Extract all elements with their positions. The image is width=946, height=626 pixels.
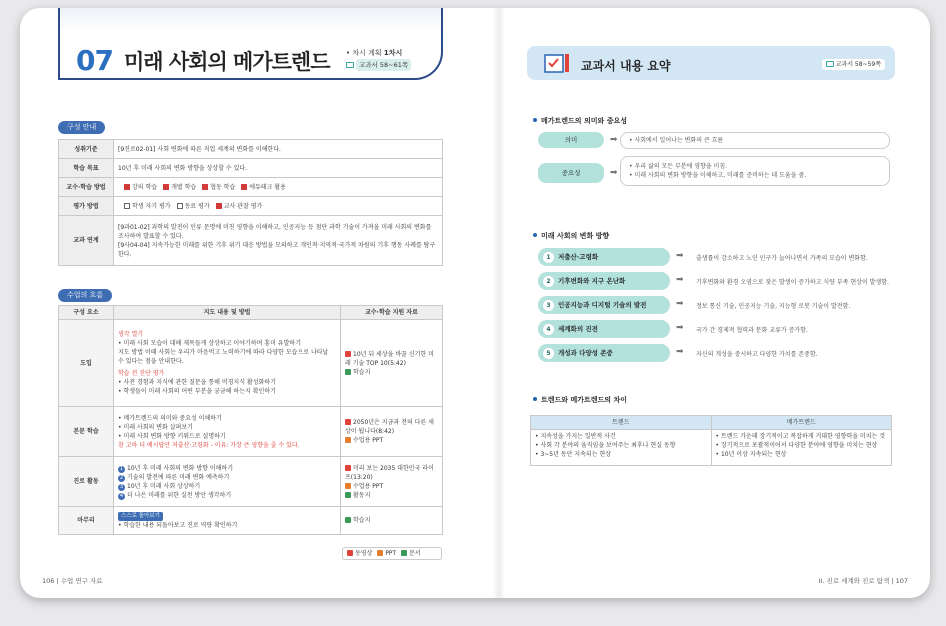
video-icon <box>345 419 351 425</box>
arrow-icon: ➡ <box>676 347 684 357</box>
stage-label: 마무리 <box>59 507 114 535</box>
change-pill <box>538 248 670 266</box>
book-spread <box>20 8 930 598</box>
change-number: 2 <box>543 276 554 287</box>
table-row <box>59 507 443 535</box>
table-row <box>59 140 443 159</box>
self-check-badge: 스스로 돌아보기 <box>118 512 163 521</box>
stage-content <box>114 407 341 457</box>
line: 기술의 발전에 따른 미래 변화 예측하기 <box>127 473 230 481</box>
stage-content <box>114 320 341 407</box>
pill-meaning: 의미 <box>538 132 604 148</box>
table-row <box>531 430 892 466</box>
checkbox-checked <box>202 184 208 190</box>
checkbox-checked <box>124 184 130 190</box>
change-number: 5 <box>543 348 554 359</box>
stage-content <box>114 507 341 535</box>
checkbox-unchecked <box>124 203 130 209</box>
res[interactable]: 활동지 <box>353 491 371 499</box>
line: 더 나은 미래를 위한 실천 방안 생각하기 <box>127 491 232 499</box>
flow-table <box>58 305 443 535</box>
change-desc: 출생률이 감소하고 노인 인구가 늘어나면서 가족의 모습이 변화함. <box>696 255 868 262</box>
change-label: 인공지능과 디지털 기술의 발전 <box>558 301 647 309</box>
table-header <box>531 416 892 430</box>
link-line: [9과01-02] 과학의 발전이 인류 문명에 미친 영향을 이해하고, 인공지능 등 첨단 과학 기술이 가져올 미래 사회의 변화를 조사하여 발표할 수 있다. <box>118 223 432 240</box>
line: • 미래 사회 모습이 대해 제목들게 상상하고 이야기하며 흥미 유발하기 <box>118 340 301 347</box>
line: • 메가트렌드의 의미와 중요성 이해하기 <box>118 414 222 422</box>
line: 생각 열기 <box>118 331 144 338</box>
doc-icon <box>401 550 407 556</box>
ppt-icon <box>377 550 383 556</box>
table-row <box>59 457 443 507</box>
lesson-title: 미래 사회의 메가트렌드 <box>124 50 330 74</box>
col-header: 교수·학습 지원 자료 <box>341 306 443 320</box>
resource-legend <box>342 547 442 560</box>
section-flow-title: 수업의 흐름 <box>58 289 112 302</box>
line: • 학생들이 미래 사회의 어떤 부분을 궁금해 하는지 확인하기 <box>118 388 276 395</box>
row-value: [9진로02-01] 사회 변화에 따른 직업 세계의 변화를 이해한다. <box>114 140 443 159</box>
table-row <box>59 178 443 197</box>
legend-doc: 문서 <box>409 550 421 557</box>
video-icon <box>345 465 351 471</box>
book-icon <box>346 62 354 68</box>
lesson-title-box <box>58 8 443 80</box>
eval-checks <box>114 197 443 216</box>
method-item: 에듀테크 활용 <box>249 183 286 191</box>
link-text <box>114 216 443 266</box>
line: • 미래 사회의 변화 살펴보기 <box>118 423 193 431</box>
col-header: 트렌드 <box>531 416 712 430</box>
method-checks <box>114 178 443 197</box>
eval-item: 동료 평가 <box>184 202 210 210</box>
line: • 미래 사회 변화 방향 키워드로 설명하기 <box>118 432 226 440</box>
row-value: 10년 후 미래 사회의 변화 방향을 상상할 수 있다. <box>114 159 443 178</box>
arrow-icon: ➡ <box>610 168 618 178</box>
checkbox-unchecked <box>177 203 183 209</box>
change-number: 3 <box>543 300 554 311</box>
stage-label: 도입 <box>59 320 114 407</box>
method-item: 강의 학습 <box>132 183 158 191</box>
trend-cell <box>531 430 712 466</box>
change-label: 세계화의 진전 <box>558 325 598 333</box>
col-header: 메가트렌드 <box>711 416 892 430</box>
line: • 학습한 내용 되돌아보고 진로 역량 확인하기 <box>118 522 238 529</box>
lesson-number: 07 <box>76 44 113 77</box>
line: • 트렌드 가운데 장기적이고 복잡하게 거대한 영향력을 미치는 것 <box>715 433 885 440</box>
row-key: 성취기준 <box>59 140 114 159</box>
ppt-icon <box>345 483 351 489</box>
res[interactable]: 수업용 PPT <box>353 437 384 444</box>
table-row <box>59 407 443 457</box>
link-line: [9사04-04] 지속가능한 미래를 위한 기후 위기 대응 방법을 모의하고 개인적·지역적·국가적 차원의 기후 행동 사례를 탐구한다. <box>118 241 436 258</box>
doc-icon <box>345 492 351 498</box>
notebook-icon <box>543 52 571 74</box>
res[interactable]: 수업용 PPT <box>353 482 384 490</box>
line: • 사전 경험과 지식에 관한 질문을 통해 비경지식 활성화하기 <box>118 379 276 386</box>
line: • 10년 이상 지속되는 현상 <box>715 451 787 458</box>
right-folio: II. 진로 세계와 진로 탐색 | 107 <box>818 577 908 585</box>
stage-resources <box>341 320 443 407</box>
line: 참 고하 더 예시답안 저출산·고령화 - 이유: 가장 큰 영향을 줄 수 있다. <box>118 441 300 449</box>
col-header: 지도 내용 및 방법 <box>114 306 341 320</box>
change-desc: 기후변화와 환경 오염으로 잦은 발생이 증가하고 식량 부족 현상이 발생함. <box>696 279 889 286</box>
meta-pages: 교과서 58~61쪽 <box>356 59 411 71</box>
pill-importance: 중요성 <box>538 163 604 183</box>
change-label: 개성과 다양성 존중 <box>558 349 613 357</box>
left-folio: 106 | 수업 연구 자료 <box>42 577 103 585</box>
stage-label: 진로 활동 <box>59 457 114 507</box>
change-desc: 자신의 개성을 중시하고 다양한 가치를 존중함. <box>696 351 818 358</box>
change-number: 1 <box>543 252 554 263</box>
res[interactable]: 10년 뒤 세상을 바꿀 신기한 미래 기술 TOP 10(5:42) <box>345 350 434 367</box>
line: 10년 후 미래 사회의 변화 방향 이해하기 <box>127 464 234 472</box>
meta-time-value: 1차시 <box>383 49 403 57</box>
res[interactable]: 학습지 <box>353 368 371 376</box>
table-row <box>59 197 443 216</box>
doc-icon <box>345 369 351 375</box>
stage-resources <box>341 507 443 535</box>
checkbox-checked <box>163 184 169 190</box>
video-icon <box>345 351 351 357</box>
line: • 지속성을 가지는 일반적 사건 <box>535 433 616 440</box>
video-icon <box>347 550 353 556</box>
doc-icon <box>345 517 351 523</box>
col-header: 구성 요소 <box>59 306 114 320</box>
change-number: 4 <box>543 324 554 335</box>
res[interactable]: 미리 보는 2035 대한민국 라이프(13:20) <box>345 464 434 481</box>
importance-desc <box>620 156 890 186</box>
method-item: 협동 학습 <box>210 183 236 191</box>
eval-item: 교사 관찰 평가 <box>223 202 263 210</box>
summary-pages-text: 교과서 58~59쪽 <box>835 61 881 68</box>
heading-trend-diff: 트렌드와 메가트렌드의 차이 <box>533 395 627 405</box>
res[interactable]: 학습지 <box>353 517 371 524</box>
guide-table <box>58 139 443 266</box>
line: • 장기적으로 포괄적이어서 다양한 분야에 영향을 미치는 현상 <box>715 442 878 449</box>
line: 10년 후 미래 사회 상상하기 <box>127 482 201 490</box>
heading-change-direction: 미래 사회의 변화 방향 <box>533 231 609 241</box>
summary-title: 교과서 내용 요약 <box>581 59 671 73</box>
change-label: 기후변화와 지구 온난화 <box>558 277 626 285</box>
change-pill <box>538 320 670 338</box>
trend-table <box>530 415 892 466</box>
row-key: 교과 연계 <box>59 216 114 266</box>
res[interactable]: 2050년은 지금과 전혀 다른 세상이 됩니다(8:42) <box>345 419 434 435</box>
line: • 3~5년 동안 지속되는 현상 <box>535 451 611 458</box>
ppt-icon <box>345 437 351 443</box>
summary-header <box>527 46 895 80</box>
gutter <box>493 8 505 598</box>
table-row <box>59 216 443 266</box>
row-key: 학습 목표 <box>59 159 114 178</box>
row-key: 교수·학습 방법 <box>59 178 114 197</box>
table-row <box>59 320 443 407</box>
book-icon <box>826 61 834 67</box>
checkbox-checked <box>216 203 222 209</box>
megatrend-cell <box>711 430 892 466</box>
table-row <box>59 159 443 178</box>
eval-item: 학생 자기 평가 <box>132 202 171 210</box>
table-header <box>59 306 443 320</box>
arrow-icon: ➡ <box>676 323 684 333</box>
line: • 사회 각 분야의 움직임을 보여주는 최후나 현실 동향 <box>535 442 676 449</box>
change-desc: 국가 간 경제적 협력과 문화 교류가 증가함. <box>696 327 808 334</box>
change-desc: 정보 통신 기술, 인공지능 기술, 지능형 로봇 기술이 발전함. <box>696 303 851 310</box>
importance-line: • 우리 삶의 모든 부분에 영향을 미침. <box>629 163 728 170</box>
meta-time-label: • 차시 계획 <box>346 49 382 57</box>
arrow-icon: ➡ <box>610 135 618 145</box>
row-key: 평가 방법 <box>59 197 114 216</box>
summary-pages <box>822 59 885 70</box>
stage-label: 본문 학습 <box>59 407 114 457</box>
arrow-icon: ➡ <box>676 275 684 285</box>
importance-line: • 미래 사회의 변화 방향을 이해하고, 미래를 준비하는 데 도움을 줌. <box>629 172 807 179</box>
stage-content: 1 10년 후 미래 사회의 변화 방향 이해하기 2 기술의 발전에 따른 미래 변화 예측하기 3 10년 후 미래 사회 상상하기 4 더 나은 미래를 위한 실천 방안 생각하기 <box>114 457 341 507</box>
arrow-icon: ➡ <box>676 299 684 309</box>
line: 지도 방법 이때 사회는 우리가 마음먹고 노력하기에 따라 다양한 모습으로 나타날 수 있다는 점을 안내한다. <box>118 349 329 365</box>
lesson-meta <box>346 47 411 71</box>
change-label: 저출산·고령화 <box>558 253 599 261</box>
section-guide-title: 구성 안내 <box>58 121 105 134</box>
heading-megatrend-meaning: 메가트렌드의 의미와 중요성 <box>533 116 627 126</box>
legend-video: 동영상 <box>355 550 373 557</box>
stage-resources <box>341 457 443 507</box>
meaning-desc: • 사회에서 일어나는 변화의 큰 흐름 <box>620 132 890 149</box>
change-pill <box>538 344 670 362</box>
change-pill <box>538 296 670 314</box>
stage-resources <box>341 407 443 457</box>
legend-ppt: PPT <box>385 550 397 557</box>
line: 학습 전 진단 평가 <box>118 370 165 377</box>
method-item: 개별 학습 <box>171 183 197 191</box>
checkbox-checked <box>241 184 247 190</box>
change-pill <box>538 272 670 290</box>
arrow-icon: ➡ <box>676 251 684 261</box>
